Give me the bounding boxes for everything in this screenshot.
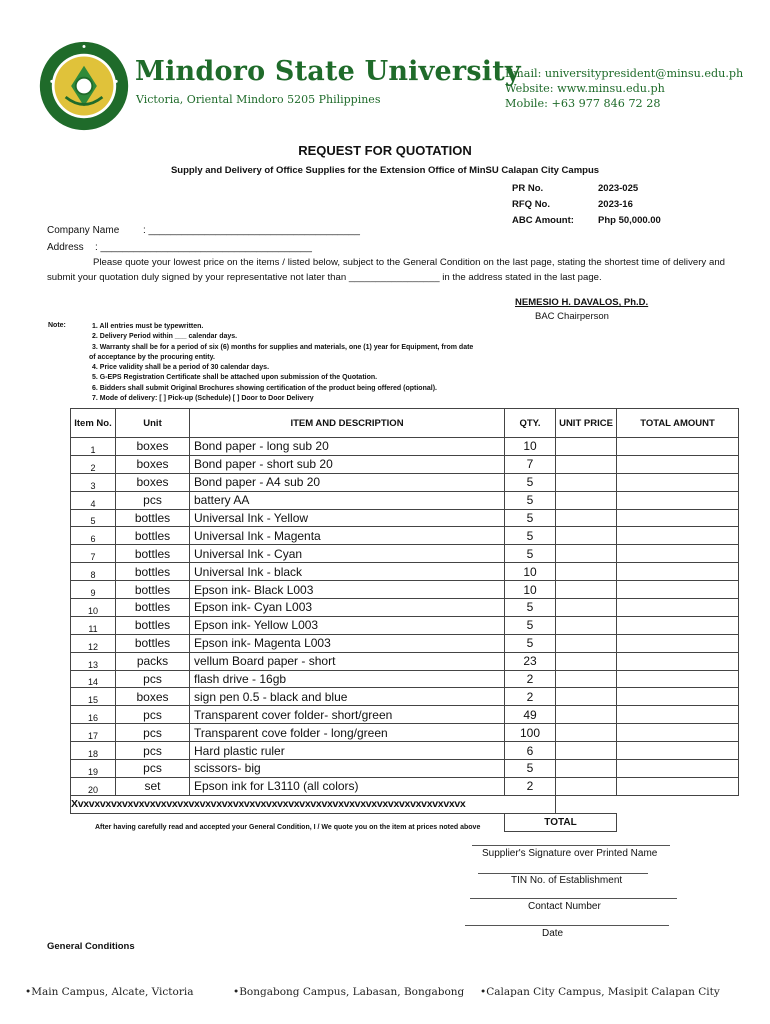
date-line bbox=[465, 925, 669, 926]
note-item: 7. Mode of delivery: [ ] Pick-up (Schedule) [ ] Door to Door Delivery bbox=[92, 395, 314, 403]
company-name-field bbox=[47, 225, 360, 236]
qty-cell: 5 bbox=[505, 760, 556, 778]
general-conditions-heading: General Conditions bbox=[47, 941, 135, 952]
item-number-cell: 8 bbox=[71, 563, 116, 581]
unit-cell: boxes bbox=[116, 455, 190, 473]
total-amount-cell bbox=[617, 599, 739, 617]
total-amount-cell bbox=[617, 652, 739, 670]
item-number-cell: 13 bbox=[71, 652, 116, 670]
unit-cell: pcs bbox=[116, 670, 190, 688]
pr-label: PR No. bbox=[512, 183, 544, 194]
qty-cell: 5 bbox=[505, 634, 556, 652]
unit-cell: pcs bbox=[116, 742, 190, 760]
campus-calapan: •Calapan City Campus, Masipit Calapan City bbox=[480, 986, 720, 998]
description-cell: Epson ink- Cyan L003 bbox=[190, 599, 505, 617]
table-row bbox=[71, 724, 739, 742]
table-row bbox=[71, 742, 739, 760]
total-amount-cell bbox=[617, 491, 739, 509]
unit-cell: bottles bbox=[116, 581, 190, 599]
item-number-cell: 14 bbox=[71, 670, 116, 688]
unit-price-cell bbox=[556, 742, 617, 760]
item-number-cell: 6 bbox=[71, 527, 116, 545]
company-name-line: : ______________________________________ bbox=[143, 225, 360, 236]
total-amount-cell bbox=[617, 634, 739, 652]
tin-caption: TIN No. of Establishment bbox=[511, 875, 623, 886]
table-row bbox=[71, 634, 739, 652]
qty-cell: 5 bbox=[505, 527, 556, 545]
supplier-signature-caption: Supplier's Signature over Printed Name bbox=[482, 848, 658, 859]
unit-price-cell bbox=[556, 706, 617, 724]
total-amount-cell bbox=[617, 509, 739, 527]
unit-price-cell bbox=[556, 760, 617, 778]
item-number-cell: 9 bbox=[71, 581, 116, 599]
university-name: Mindoro State University bbox=[135, 56, 521, 87]
table-row bbox=[71, 438, 739, 456]
unit-price-cell bbox=[556, 599, 617, 617]
unit-price-cell bbox=[556, 616, 617, 634]
table-row bbox=[71, 581, 739, 599]
unit-cell: bottles bbox=[116, 634, 190, 652]
table-row bbox=[71, 473, 739, 491]
date-caption: Date bbox=[542, 928, 564, 939]
notes-list bbox=[89, 322, 542, 404]
note-item: of acceptance by the procuring entity. bbox=[89, 353, 215, 361]
qty-cell: 6 bbox=[505, 742, 556, 760]
header-item-no: Item No. bbox=[71, 409, 116, 438]
signatory-role: BAC Chairperson bbox=[535, 311, 609, 322]
university-seal-logo bbox=[38, 40, 130, 132]
qty-cell: 5 bbox=[505, 509, 556, 527]
qty-cell: 10 bbox=[505, 563, 556, 581]
unit-price-cell bbox=[556, 438, 617, 456]
unit-price-cell bbox=[556, 455, 617, 473]
table-row bbox=[71, 509, 739, 527]
qty-cell: 7 bbox=[505, 455, 556, 473]
note-item: 3. Warranty shall be for a period of six (6) months for supplies and materials, one (1) year for Equipment, from date bbox=[92, 343, 474, 351]
description-cell: vellum Board paper - short bbox=[190, 652, 505, 670]
description-cell: Universal Ink - black bbox=[190, 563, 505, 581]
university-address: Victoria, Oriental Mindoro 5205 Philippines bbox=[136, 93, 381, 106]
total-amount-cell bbox=[617, 777, 739, 795]
pr-value: 2023-025 bbox=[598, 183, 639, 194]
header-qty: QTY. bbox=[505, 409, 556, 438]
qty-cell: 5 bbox=[505, 473, 556, 491]
table-row bbox=[71, 652, 739, 670]
unit-price-cell bbox=[556, 545, 617, 563]
total-amount-cell bbox=[617, 813, 739, 831]
unit-cell: pcs bbox=[116, 491, 190, 509]
item-number-cell: 2 bbox=[71, 455, 116, 473]
total-amount-cell bbox=[617, 545, 739, 563]
description-cell: battery AA bbox=[190, 491, 505, 509]
contact-caption: Contact Number bbox=[528, 901, 601, 912]
total-amount-cell bbox=[617, 616, 739, 634]
qty-cell: 5 bbox=[505, 616, 556, 634]
document-title: REQUEST FOR QUOTATION bbox=[298, 143, 472, 158]
note-item: 1. All entries must be typewritten. bbox=[92, 323, 204, 330]
description-cell: sign pen 0.5 - black and blue bbox=[190, 688, 505, 706]
signatory-name: NEMESIO H. DAVALOS, Ph.D. bbox=[515, 297, 649, 308]
letterhead bbox=[0, 0, 770, 130]
item-number-cell: 20 bbox=[71, 777, 116, 795]
qty-cell: 2 bbox=[505, 777, 556, 795]
item-number-cell: 10 bbox=[71, 599, 116, 617]
total-amount-cell bbox=[617, 455, 739, 473]
header-unit-price: UNIT PRICE bbox=[556, 409, 617, 438]
description-cell: Bond paper - short sub 20 bbox=[190, 455, 505, 473]
table-row bbox=[71, 706, 739, 724]
table-row bbox=[71, 455, 739, 473]
rfq-value: 2023-16 bbox=[598, 199, 633, 210]
qty-cell: 100 bbox=[505, 724, 556, 742]
description-cell: flash drive - 16gb bbox=[190, 670, 505, 688]
items-table bbox=[70, 408, 739, 832]
unit-cell: bottles bbox=[116, 527, 190, 545]
description-cell: Epson ink- Magenta L003 bbox=[190, 634, 505, 652]
contact-line bbox=[470, 898, 677, 899]
unit-cell: pcs bbox=[116, 724, 190, 742]
qty-cell: 23 bbox=[505, 652, 556, 670]
table-row bbox=[71, 491, 739, 509]
unit-price-cell bbox=[556, 777, 617, 795]
total-amount-cell bbox=[617, 473, 739, 491]
campus-main: •Main Campus, Alcate, Victoria bbox=[25, 986, 194, 998]
closing-row bbox=[71, 795, 739, 813]
qty-cell: 10 bbox=[505, 581, 556, 599]
unit-cell: bottles bbox=[116, 616, 190, 634]
unit-cell: boxes bbox=[116, 473, 190, 491]
qty-cell: 5 bbox=[505, 491, 556, 509]
abc-label: ABC Amount: bbox=[512, 215, 574, 226]
unit-cell: boxes bbox=[116, 688, 190, 706]
unit-price-cell bbox=[556, 670, 617, 688]
unit-price-cell bbox=[556, 509, 617, 527]
campus-bongabong: •Bongabong Campus, Labasan, Bongabong bbox=[233, 986, 465, 998]
unit-price-cell bbox=[556, 581, 617, 599]
total-amount-cell bbox=[617, 563, 739, 581]
address-label: Address bbox=[47, 242, 84, 253]
note-item: 5. G-EPS Registration Certificate shall be attached upon submission of the Quotation. bbox=[92, 374, 378, 382]
email-text: Email: universitypresident@minsu.edu.ph bbox=[505, 67, 744, 80]
table-row bbox=[71, 616, 739, 634]
table-row bbox=[71, 527, 739, 545]
signature-line bbox=[472, 845, 670, 846]
header-unit: Unit bbox=[116, 409, 190, 438]
total-amount-cell bbox=[617, 760, 739, 778]
item-number-cell: 16 bbox=[71, 706, 116, 724]
table-header-row bbox=[71, 409, 739, 438]
item-number-cell: 4 bbox=[71, 491, 116, 509]
unit-cell: boxes bbox=[116, 438, 190, 456]
unit-price-cell bbox=[556, 527, 617, 545]
unit-price-cell bbox=[556, 652, 617, 670]
unit-cell: set bbox=[116, 777, 190, 795]
unit-price-cell bbox=[556, 473, 617, 491]
description-cell: Transparent cover folder- short/green bbox=[190, 706, 505, 724]
reference-block bbox=[512, 181, 661, 229]
description-cell: Hard plastic ruler bbox=[190, 742, 505, 760]
table-row bbox=[71, 760, 739, 778]
rfq-label: RFQ No. bbox=[512, 199, 550, 210]
item-number-cell: 17 bbox=[71, 724, 116, 742]
description-cell: Epson ink for L3110 (all colors) bbox=[190, 777, 505, 795]
address-line: : ______________________________________ bbox=[95, 242, 312, 253]
item-number-cell: 1 bbox=[71, 438, 116, 456]
note-item: 4. Price validity shall be a period of 30 calendar days. bbox=[92, 364, 270, 372]
qty-cell: 2 bbox=[505, 670, 556, 688]
item-number-cell: 11 bbox=[71, 616, 116, 634]
note-item: 6. Bidders shall submit Original Brochures showing certification of the product being offered (optional). bbox=[92, 384, 437, 392]
tin-line bbox=[478, 873, 648, 874]
unit-cell: pcs bbox=[116, 706, 190, 724]
unit-cell: bottles bbox=[116, 563, 190, 581]
item-number-cell: 3 bbox=[71, 473, 116, 491]
unit-cell: bottles bbox=[116, 545, 190, 563]
instructions-text: Please quote your lowest price on the items / listed below, subject to the General Condition on the last page, stating the shortest time of delivery and submit your quotation duly signed by your representative not later than _________________ in the address stated in the last page. bbox=[47, 257, 725, 283]
table-row bbox=[71, 545, 739, 563]
unit-price-cell bbox=[556, 563, 617, 581]
item-number-cell: 12 bbox=[71, 634, 116, 652]
abc-value: Php 50,000.00 bbox=[598, 215, 661, 226]
unit-cell: packs bbox=[116, 652, 190, 670]
description-cell: Universal Ink - Cyan bbox=[190, 545, 505, 563]
item-number-cell: 5 bbox=[71, 509, 116, 527]
total-amount-cell bbox=[617, 581, 739, 599]
address-field bbox=[47, 242, 312, 253]
note-item: 2. Delivery Period within ___ calendar days. bbox=[92, 333, 238, 341]
item-number-cell: 7 bbox=[71, 545, 116, 563]
description-cell: Bond paper - long sub 20 bbox=[190, 438, 505, 456]
unit-cell: pcs bbox=[116, 760, 190, 778]
qty-cell: 5 bbox=[505, 599, 556, 617]
note-label: Note: bbox=[48, 322, 66, 329]
company-name-label: Company Name bbox=[47, 225, 120, 236]
document-subtitle: Supply and Delivery of Office Supplies for the Extension Office of MinSU Calapan City Campus bbox=[170, 165, 600, 176]
qty-cell: 2 bbox=[505, 688, 556, 706]
total-amount-cell bbox=[617, 670, 739, 688]
qty-cell: 10 bbox=[505, 438, 556, 456]
table-row bbox=[71, 563, 739, 581]
table-row bbox=[71, 688, 739, 706]
unit-cell: bottles bbox=[116, 599, 190, 617]
unit-price-cell bbox=[556, 491, 617, 509]
description-cell: Epson ink- Yellow L003 bbox=[190, 616, 505, 634]
header-description: ITEM AND DESCRIPTION bbox=[190, 409, 505, 438]
total-amount-cell bbox=[617, 688, 739, 706]
website-text: Website: www.minsu.edu.ph bbox=[505, 82, 665, 95]
total-amount-cell bbox=[617, 438, 739, 456]
qty-cell: 49 bbox=[505, 706, 556, 724]
description-cell: Universal Ink - Yellow bbox=[190, 509, 505, 527]
table-row bbox=[71, 670, 739, 688]
table-row bbox=[71, 777, 739, 795]
header-total-amount: TOTAL AMOUNT bbox=[617, 409, 739, 438]
unit-cell: bottles bbox=[116, 509, 190, 527]
description-cell: scissors- big bbox=[190, 760, 505, 778]
contact-block bbox=[505, 66, 743, 111]
unit-price-cell bbox=[556, 724, 617, 742]
total-amount-cell bbox=[617, 706, 739, 724]
unit-price-cell bbox=[556, 688, 617, 706]
total-amount-cell bbox=[617, 742, 739, 760]
item-number-cell: 15 bbox=[71, 688, 116, 706]
total-label: TOTAL bbox=[505, 813, 617, 831]
item-number-cell: 18 bbox=[71, 742, 116, 760]
acceptance-statement: After having carefully read and accepted your General Condition, I / We quote you on the item at prices noted above bbox=[95, 824, 481, 831]
table-row bbox=[71, 599, 739, 617]
total-amount-cell bbox=[617, 724, 739, 742]
description-cell: Transparent cove folder - long/green bbox=[190, 724, 505, 742]
closing-line: Xvxvxvxvxvxvxvxvxvxvxvxvxvxvxvxvxvxvxvxvxvxvxvxvxvxvxvxvxvxvxvxvxvxvxvx bbox=[71, 795, 556, 813]
item-number-cell: 19 bbox=[71, 760, 116, 778]
mobile-text: Mobile: +63 977 846 72 28 bbox=[505, 97, 661, 110]
qty-cell: 5 bbox=[505, 545, 556, 563]
description-cell: Universal Ink - Magenta bbox=[190, 527, 505, 545]
unit-price-cell bbox=[556, 634, 617, 652]
instructions-paragraph bbox=[47, 255, 725, 285]
description-cell: Bond paper - A4 sub 20 bbox=[190, 473, 505, 491]
total-amount-cell bbox=[617, 527, 739, 545]
description-cell: Epson ink- Black L003 bbox=[190, 581, 505, 599]
